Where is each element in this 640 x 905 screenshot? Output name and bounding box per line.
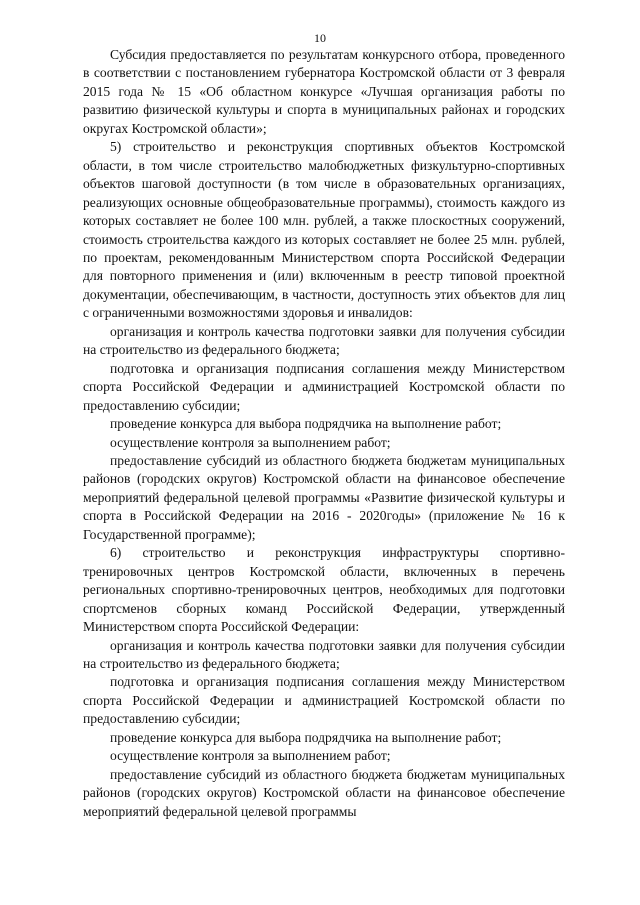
paragraph-works-control-2: осуществление контроля за выполнением работ;: [110, 748, 391, 764]
paragraph-subsidy-provision-2: предоставление субсидий из областного бюджета бюджетам муниципальных районов (городских округов) Костромской области на финансовое обеспечение мероприятий федеральной целевой программы: [83, 766, 565, 819]
paragraph-item-6-training-centers: 6) строительство и реконструкция инфраструктуры спортивно-тренировочных центров Костромской области, включенных в перечень региональных спортивно-тренировочных центров, необходимых для подготовки спортсменов сборных команд Российской Федерации, утвержденный Министерством спорта Российской Федерации:: [83, 545, 565, 635]
paragraph-application-quality-2: организация и контроль качества подготовки заявки для получения субсидии на строительство из федерального бюджета;: [83, 637, 565, 671]
paragraph-contractor-tender: проведение конкурса для выбора подрядчика на выполнение работ;: [110, 416, 502, 432]
paragraph-subsidy-provision: предоставление субсидий из областного бюджета бюджетам муниципальных районов (городских округов) Костромской области на финансовое обеспечение мероприятий федеральной целевой программы «Развитие физической культуры и спорта в Российской Федерации на 2016 - 2020годы» (приложение № 16 к Государственной программе);: [83, 452, 565, 542]
paragraph-subsidy-selection: Субсидия предоставляется по результатам конкурсного отбора, проведенного в соответствии с постановлением губернатора Костромской области от 3 февраля 2015 года № 15 «Об областном конкурсе «Лучшая организация работы по развитию физической культуры и спорта в муниципальных районах и городских округах Костромской области»;: [83, 47, 565, 136]
document-body: [83, 46, 565, 821]
page-number: 10: [314, 31, 326, 45]
paragraph-contractor-tender-2: проведение конкурса для выбора подрядчика на выполнение работ;: [110, 729, 502, 745]
paragraph-application-quality: организация и контроль качества подготовки заявки для получения субсидии на строительство из федерального бюджета;: [83, 323, 565, 358]
paragraph-agreement-preparation-2: подготовка и организация подписания соглашения между Министерством спорта Российской Федерации и администрацией Костромской области по предоставлению субсидии;: [83, 674, 565, 727]
paragraph-works-control: осуществление контроля за выполнением работ;: [110, 434, 391, 450]
paragraph-item-5-construction: 5) строительство и реконструкция спортивных объектов Костромской области, в том числе строительство малобюджетных физкультурно-спортивных объектов шаговой доступности (в том числе в образовательных организациях, реализующих основные общеобразовательные программы), стоимость каждого из которых составляет не более 100 млн. рублей, а также плоскостных сооружений, стоимость строительства каждого из которых составляет не более 25 млн. рублей, по проектам, рекомендованным Министерством спорта Российской Федерации для повторного применения и (или) включенным в реестр типовой проектной документации, обеспечивающим, в частности, доступность этих объектов для лиц с ограниченными возможностями здоровья и инвалидов:: [83, 139, 565, 321]
paragraph-agreement-preparation: подготовка и организация подписания соглашения между Министерством спорта Российской Федерации и администрацией Костромской области по предоставлению субсидии;: [83, 360, 565, 413]
